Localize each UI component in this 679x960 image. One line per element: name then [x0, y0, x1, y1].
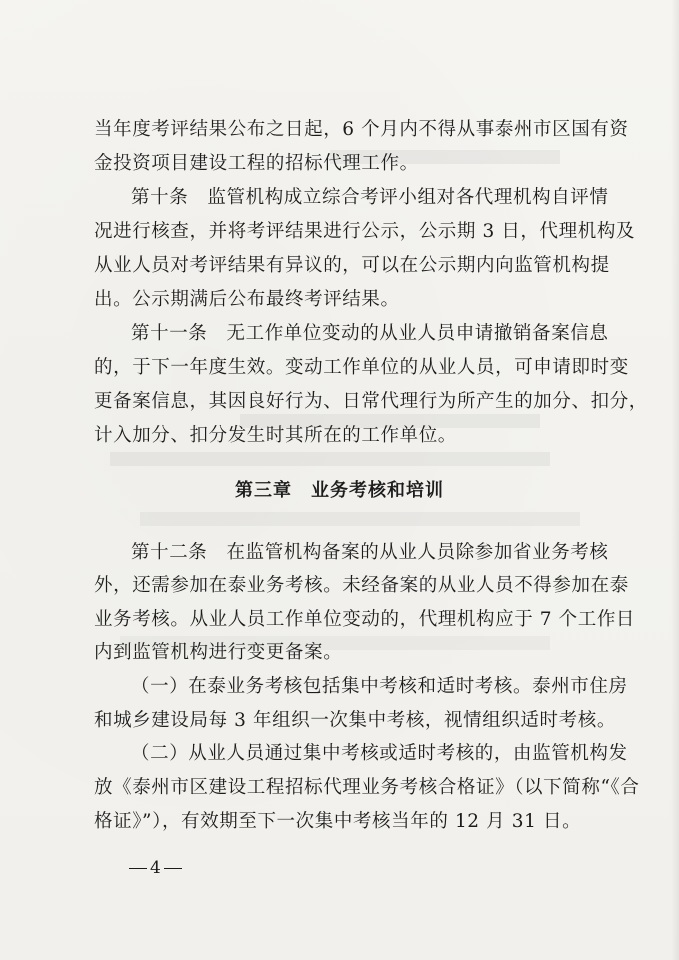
- body-text-line: 况进行核查，并将考评结果进行公示，公示期 3 日，代理机构及: [94, 221, 636, 242]
- body-text-line: 和城乡建设局每 3 年组织一次集中考核，视情组织适时考核。: [94, 710, 616, 731]
- clause-1-line: （一）在泰业务考核包括集中考核和适时考核。泰州市住房: [131, 676, 628, 697]
- bleed-through-mark: [110, 452, 550, 466]
- page-number-value: 4: [150, 858, 161, 878]
- page-number: [126, 858, 185, 878]
- chapter-heading: 第三章 业务考核和培训: [235, 480, 444, 501]
- bleed-through-mark: [140, 512, 580, 526]
- article-11-line: 第十一条 无工作单位变动的从业人员申请撤销备案信息: [131, 323, 609, 344]
- body-text-line: 从业人员对考评结果有异议的，可以在公示期内向监管机构提: [94, 255, 610, 276]
- page-number-dash-left: [129, 868, 147, 870]
- body-text-line: 放《泰州市区建设工程招标代理业务考核合格证》（以下简称“《合: [94, 777, 640, 798]
- body-text-line: 计入加分、扣分发生时其所在的工作单位。: [94, 425, 457, 446]
- clause-2-line: （二）从业人员通过集中考核或适时考核的，由监管机构发: [131, 743, 628, 764]
- body-text-line: 更备案信息，其因良好行为、日常代理行为所产生的加分、扣分，: [94, 391, 648, 412]
- body-text-line: 格证》”），有效期至下一次集中考核当年的 12 月 31 日。: [94, 811, 582, 832]
- body-text-line: 业务考核。从业人员工作单位变动的，代理机构应于 7 个工作日: [94, 609, 636, 630]
- body-text-line: 出。公示期满后公布最终考评结果。: [94, 289, 400, 310]
- body-text-line: 当年度考评结果公布之日起，6 个月内不得从事泰州市区国有资: [94, 119, 629, 140]
- body-text-line: 外，还需参加在泰业务考核。未经备案的从业人员不得参加在泰: [94, 575, 629, 596]
- body-text-line: 金投资项目建设工程的招标代理工作。: [94, 153, 419, 174]
- article-10-line: 第十条 监管机构成立综合考评小组对各代理机构自评情: [131, 187, 609, 208]
- page-edge-shadow: [671, 0, 679, 960]
- page-number-dash-right: [164, 868, 182, 870]
- body-text-line: 内到监管机构进行变更备案。: [94, 642, 343, 663]
- article-12-line: 第十二条 在监管机构备案的从业人员除参加省业务考核: [131, 542, 609, 563]
- body-text-line: 的，于下一年度生效。变动工作单位的从业人员，可申请即时变: [94, 357, 629, 378]
